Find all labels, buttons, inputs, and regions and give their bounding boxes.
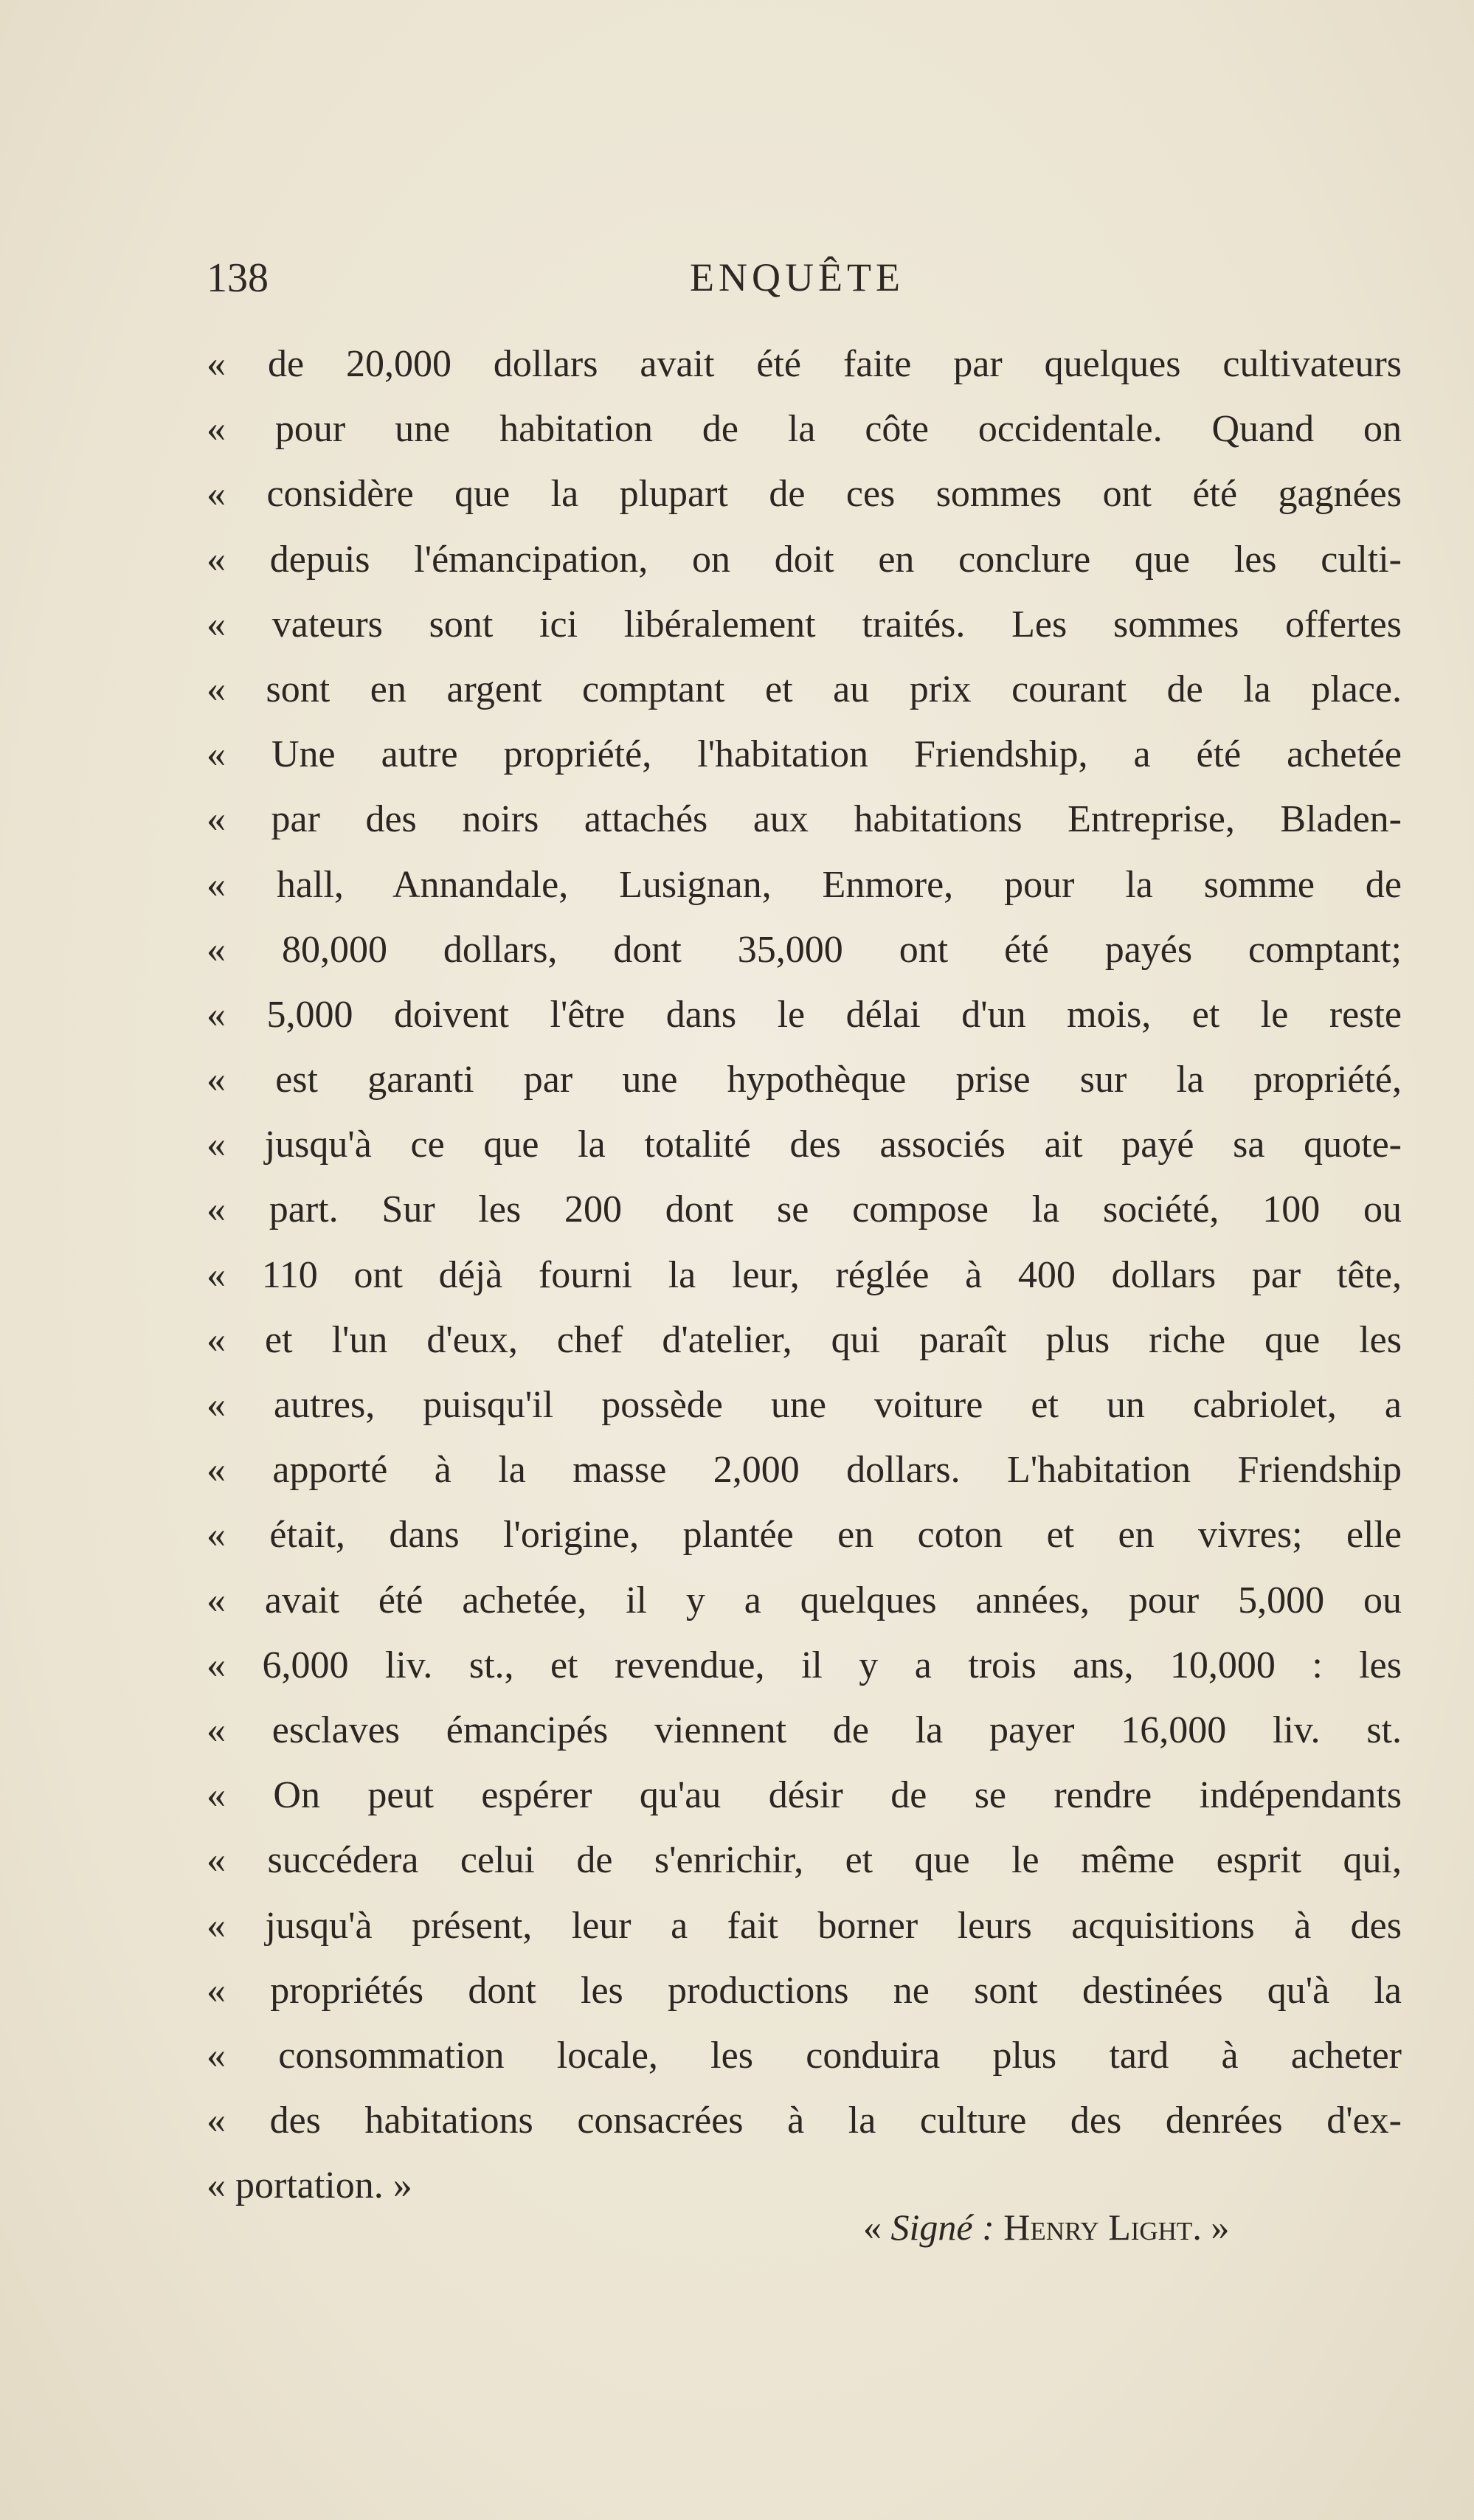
text-line: « des habitations consacrées à la culture des denrées d'ex-: [207, 2100, 1402, 2142]
text-line-last: « portation. »: [207, 2164, 412, 2207]
text-line: « par des noirs attachés aux habitations Entreprise, Bladen-: [207, 798, 1402, 841]
signature-signed: Signé :: [890, 2206, 994, 2248]
text-line: « jusqu'à présent, leur a fait borner leurs acquisitions à des: [207, 1904, 1402, 1947]
text-line: « part. Sur les 200 dont se compose la société, 100 ou: [207, 1188, 1402, 1231]
text-line: « pour une habitation de la côte occidentale. Quand on: [207, 408, 1402, 451]
text-line: « autres, puisqu'il possède une voiture et un cabriolet, a: [207, 1384, 1402, 1426]
text-line: « de 20,000 dollars avait été faite par quelques cultivateurs: [207, 343, 1402, 385]
text-line: « 5,000 doivent l'être dans le délai d'un mois, et le reste: [207, 993, 1402, 1036]
text-line: « apporté à la masse 2,000 dollars. L'habitation Friendship: [207, 1449, 1402, 1492]
text-line: « avait été achetée, il y a quelques années, pour 5,000 ou: [207, 1579, 1402, 1621]
text-line: « depuis l'émancipation, on doit en conclure que les culti-: [207, 538, 1402, 581]
text-line: « est garanti par une hypothèque prise sur la propriété,: [207, 1059, 1402, 1101]
body-text: [207, 332, 1402, 2218]
text-line: « 6,000 liv. st., et revendue, il y a trois ans, 10,000 : les: [207, 1644, 1402, 1686]
text-line: « succédera celui de s'enrichir, et que le même esprit qui,: [207, 1839, 1402, 1882]
signature: [863, 2206, 1350, 2265]
text-line: « esclaves émancipés viennent de la payer 16,000 liv. st.: [207, 1709, 1402, 1751]
text-line: « jusqu'à ce que la totalité des associés ait payé sa quote-: [207, 1124, 1402, 1166]
text-line: « sont en argent comptant et au prix courant de la place.: [207, 668, 1402, 710]
text-line: « considère que la plupart de ces sommes ont été gagnées: [207, 473, 1402, 516]
text-line: « et l'un d'eux, chef d'atelier, qui paraît plus riche que les: [207, 1318, 1402, 1361]
running-head: ENQUÊTE: [690, 255, 904, 300]
text-line: « était, dans l'origine, plantée en coton et en vivres; elle: [207, 1514, 1402, 1557]
text-line: « 110 ont déjà fourni la leur, réglée à 400 dollars par tête,: [207, 1253, 1402, 1296]
text-line: « On peut espérer qu'au désir de se rendre indépendants: [207, 1774, 1402, 1817]
text-line: « 80,000 dollars, dont 35,000 ont été payés comptant;: [207, 928, 1402, 971]
signature-close-quote: »: [1201, 2206, 1230, 2248]
signature-name: Henry Light.: [994, 2206, 1202, 2248]
page-header: [207, 255, 1402, 314]
text-line: « Une autre propriété, l'habitation Friendship, a été achetée: [207, 733, 1402, 776]
page-number: 138: [207, 255, 269, 301]
text-line: « propriétés dont les productions ne sont destinées qu'à la: [207, 1969, 1402, 2012]
text-line: « vateurs sont ici libéralement traités. Les sommes offertes: [207, 603, 1402, 645]
signature-open-quote: «: [863, 2206, 891, 2248]
text-line: « consommation locale, les conduira plus tard à acheter: [207, 2034, 1402, 2077]
text-line: « hall, Annandale, Lusignan, Enmore, pour la somme de: [207, 863, 1402, 906]
